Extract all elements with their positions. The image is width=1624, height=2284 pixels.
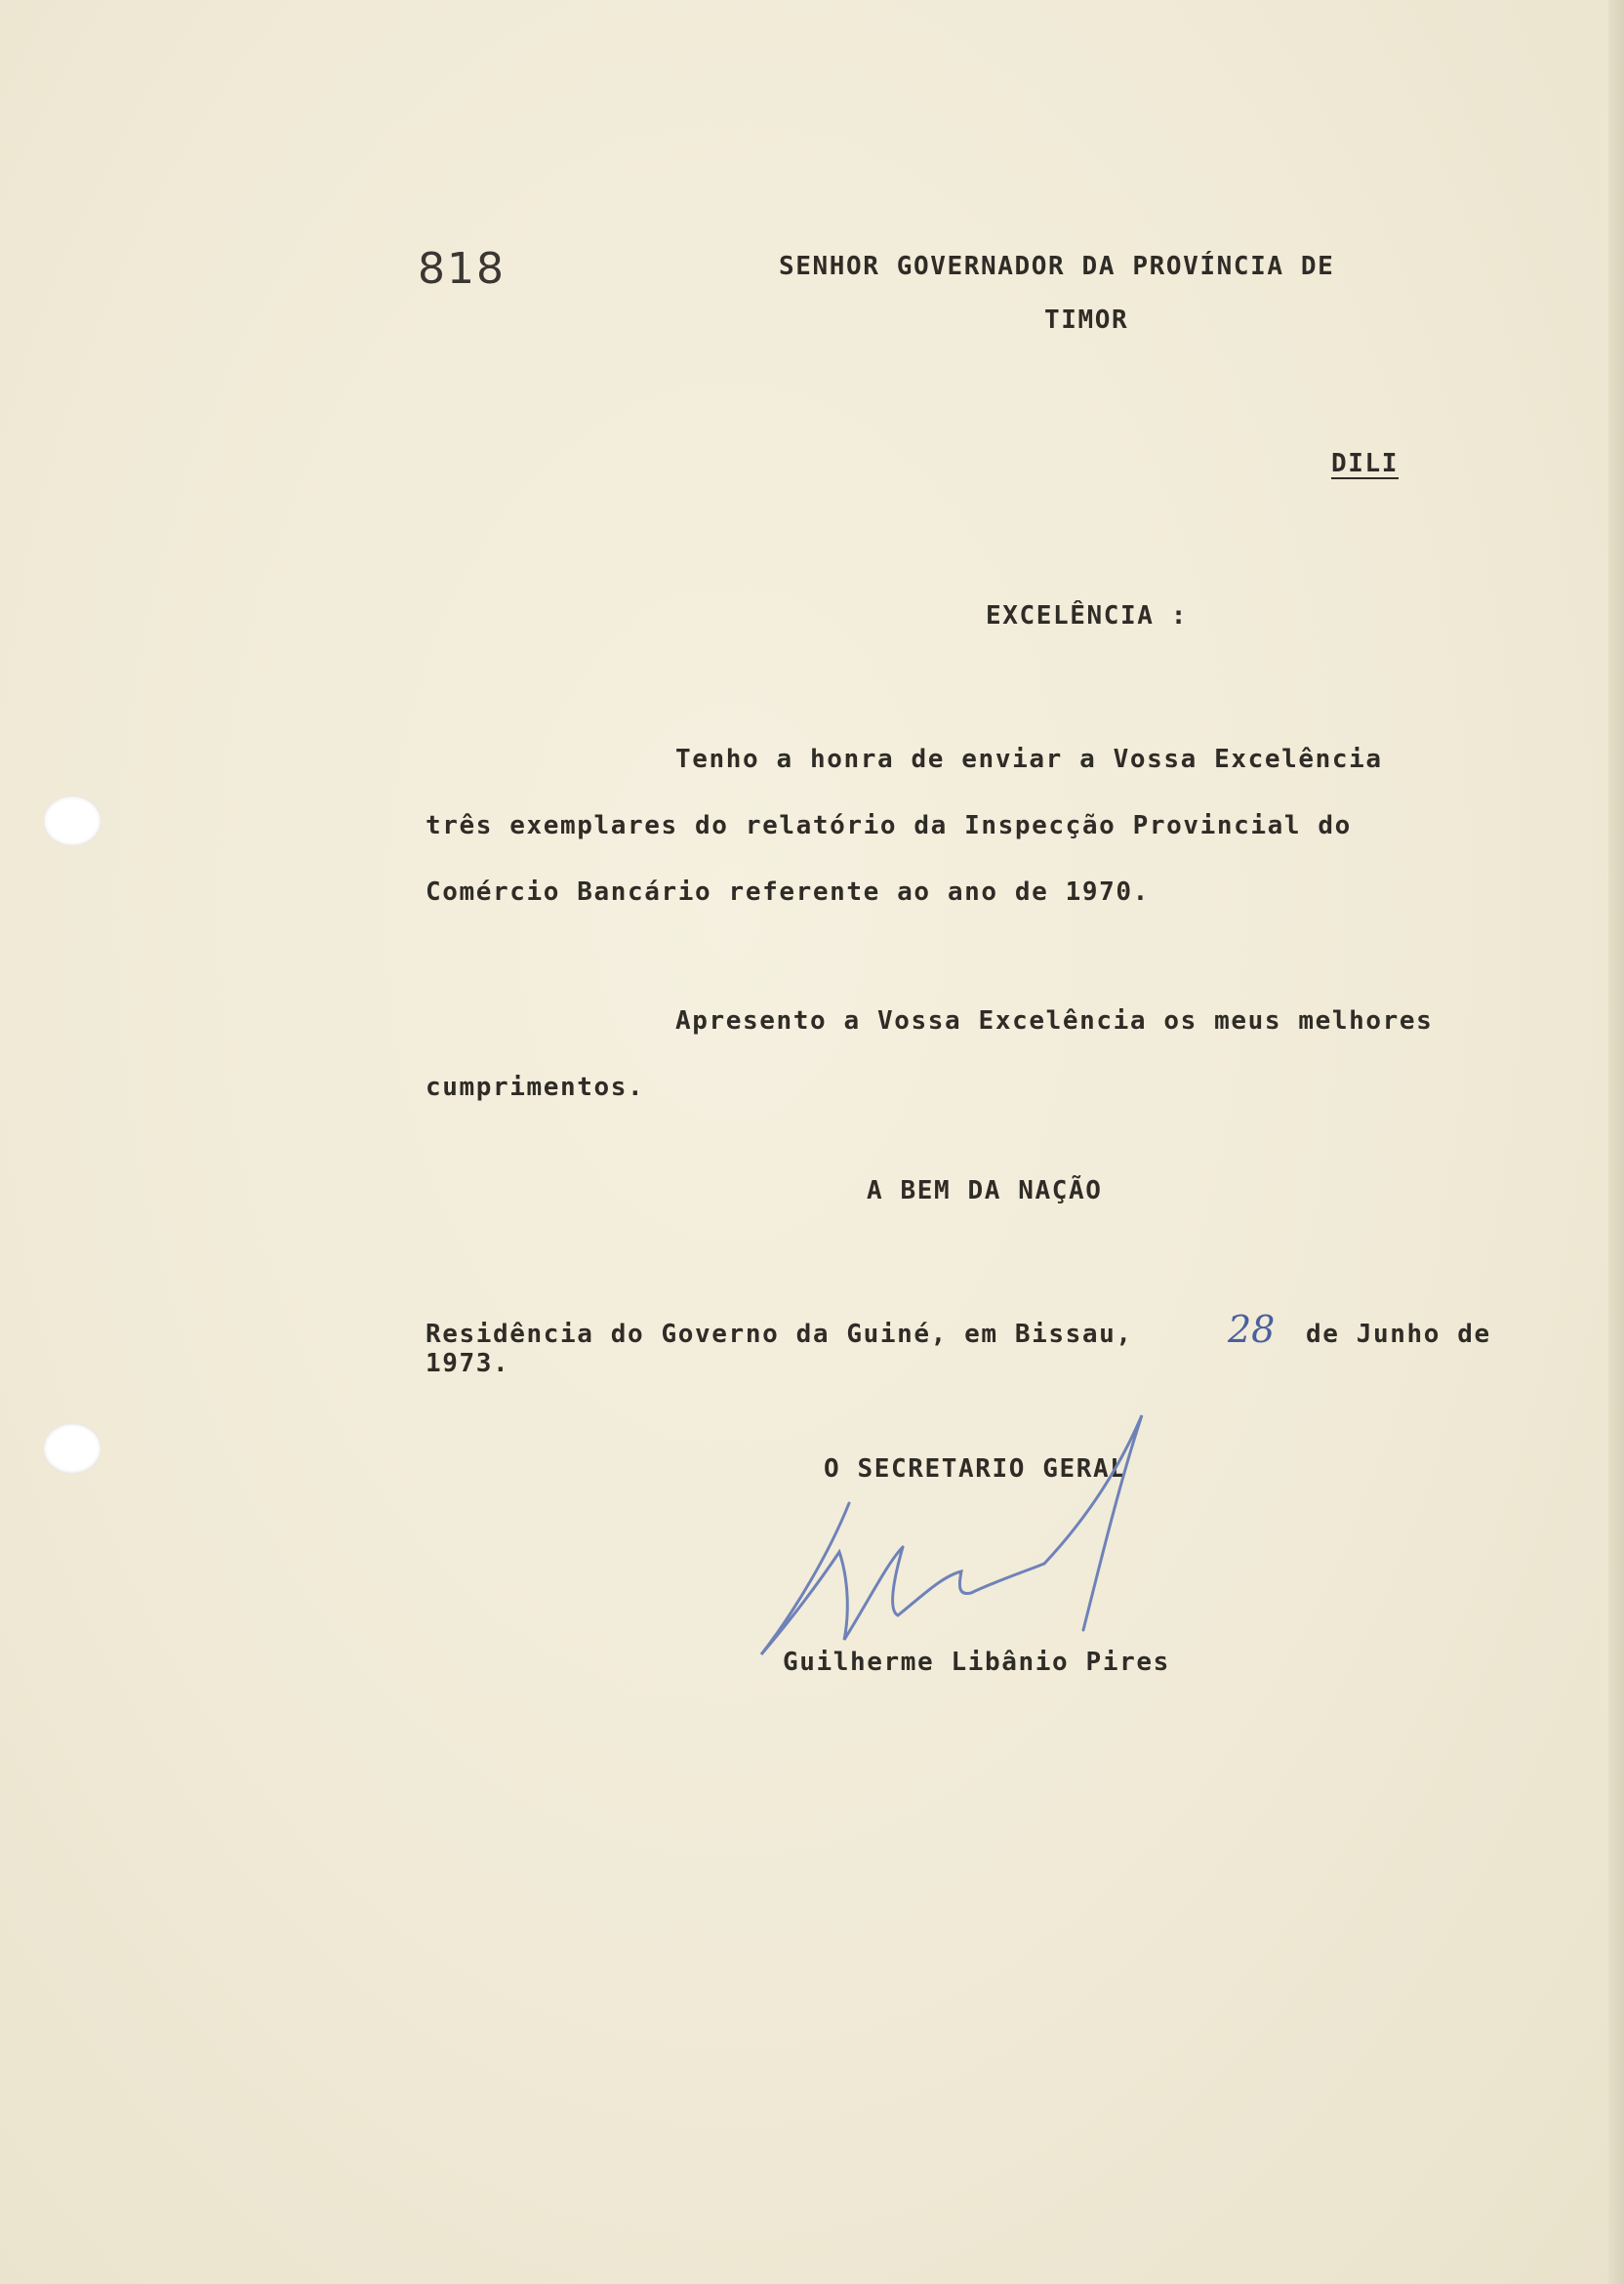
paragraph-1-line: Tenho a honra de enviar a Vossa Excelência	[675, 745, 1383, 774]
place-date-year: 1973.	[426, 1349, 510, 1378]
paragraph-2-line: cumprimentos.	[426, 1073, 645, 1102]
closing-formula: A BEM DA NAÇÃO	[867, 1176, 1103, 1205]
signer-title: O SECRETARIO GERAL	[824, 1454, 1127, 1484]
punch-hole-bottom	[43, 1423, 102, 1474]
paragraph-1-line: Comércio Bancário referente ao ano de 1970.	[426, 877, 1150, 907]
paragraph-1-line: três exemplares do relatório da Inspecção Provincial do	[426, 811, 1352, 840]
paper-edge	[1608, 0, 1624, 2284]
handwritten-signature	[703, 1386, 1249, 1679]
addressee-line-2: TIMOR	[1044, 306, 1129, 335]
signer-name: Guilherme Libânio Pires	[783, 1648, 1170, 1677]
destination-city: DILI	[1331, 449, 1400, 478]
punch-hole-top	[43, 795, 102, 846]
paragraph-1	[426, 726, 1383, 925]
handwritten-day: 28	[1228, 1308, 1276, 1351]
paragraph-2-line: Apresento a Vossa Excelência os meus melhores	[675, 1006, 1434, 1036]
place-date-line: Residência do Governo da Guiné, em Bissau,	[426, 1320, 1133, 1349]
place-date-month: de Junho de	[1306, 1320, 1491, 1349]
paragraph-2	[426, 988, 1433, 1121]
salutation: EXCELÊNCIA :	[986, 601, 1189, 631]
addressee-line-1: SENHOR GOVERNADOR DA PROVÍNCIA DE	[779, 252, 1335, 281]
document-number: 818	[418, 244, 506, 294]
